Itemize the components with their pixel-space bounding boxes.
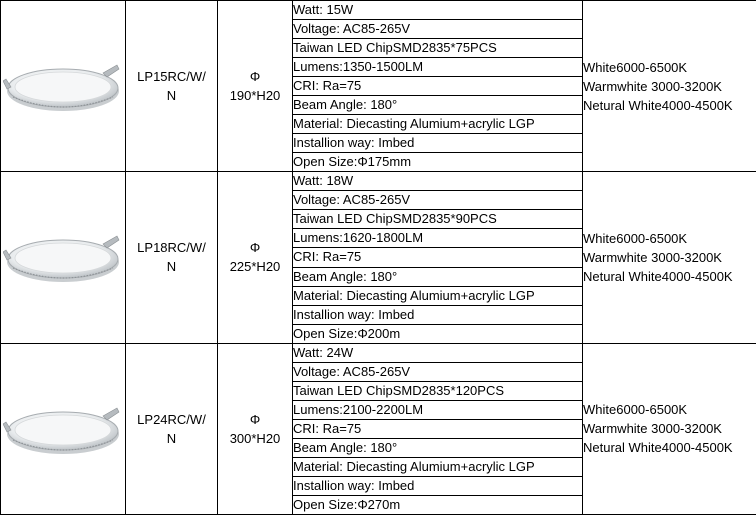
spec-item: Taiwan LED ChipSMD2835*90PCS (293, 210, 583, 229)
color-temperature-option: Warmwhite 3000-3200K (583, 249, 722, 265)
spec-item: Taiwan LED ChipSMD2835*75PCS (293, 39, 583, 58)
color-temperature-option: Warmwhite 3000-3200K (583, 78, 722, 94)
spec-item: Installion way: Imbed (293, 134, 583, 153)
dimension-text: Φ (249, 411, 261, 427)
product-image-cell (1, 1, 126, 172)
led-panel-light-icon (3, 51, 123, 121)
dimension-text: Φ (249, 69, 261, 84)
model-number-text: LP18RC/W/ (137, 240, 206, 256)
dimension-text: 190*H20 (229, 88, 281, 103)
color-temperature-option: Netural White4000-4500K (583, 268, 733, 284)
spec-item: Taiwan LED ChipSMD2835*120PCS (293, 381, 583, 400)
spec-item: Watt: 24W (293, 343, 583, 362)
color-temperature-option: White6000-6500K (583, 59, 688, 75)
spec-item: Voltage: AC85-265V (293, 191, 583, 210)
model-number-text: LP15RC/W/ (137, 69, 206, 84)
spec-item: Open Size:Φ270m (293, 495, 583, 514)
spec-item: Beam Angle: 180° (293, 96, 583, 115)
spec-item: Material: Diecasting Alumium+acrylic LGP (293, 286, 583, 305)
dimension-cell (218, 1, 293, 172)
model-number-cell (126, 343, 218, 514)
spec-item: Material: Diecasting Alumium+acrylic LGP (293, 115, 583, 134)
spec-item: Material: Diecasting Alumium+acrylic LGP (293, 457, 583, 476)
color-temperature-option: Netural White4000-4500K (583, 97, 733, 113)
spec-item: Voltage: AC85-265V (293, 362, 583, 381)
spec-item: CRI: Ra=75 (293, 248, 583, 267)
spec-item: Lumens:1620-1800LM (293, 229, 583, 248)
dimension-text: 300*H20 (229, 430, 281, 446)
led-panel-light-icon (3, 394, 123, 464)
spec-item: Watt: 15W (293, 1, 583, 20)
spec-item: CRI: Ra=75 (293, 77, 583, 96)
spec-table-body (1, 1, 756, 515)
spec-item: Lumens:2100-2200LM (293, 400, 583, 419)
dimension-cell (218, 343, 293, 514)
led-panel-light-icon (3, 222, 123, 292)
spec-item: Voltage: AC85-265V (293, 20, 583, 39)
spec-item: Watt: 18W (293, 172, 583, 191)
table-row (1, 172, 756, 191)
color-temperature-option: Warmwhite 3000-3200K (583, 421, 722, 437)
product-image-cell (1, 172, 126, 344)
color-temperature-cell (583, 1, 756, 172)
spec-item: Beam Angle: 180° (293, 267, 583, 286)
model-number-text: N (166, 430, 177, 446)
spec-item: Beam Angle: 180° (293, 438, 583, 457)
spec-item: Installion way: Imbed (293, 476, 583, 495)
dimension-cell (218, 172, 293, 344)
spec-item: Open Size:Φ175mm (293, 153, 583, 172)
spec-item: Open Size:Φ200m (293, 324, 583, 343)
color-temperature-option: White6000-6500K (583, 402, 688, 418)
dimension-text: Φ (249, 240, 261, 256)
spec-item: Lumens:1350-1500LM (293, 58, 583, 77)
color-temperature-cell (583, 343, 756, 514)
model-number-cell (126, 172, 218, 344)
color-temperature-option: Netural White4000-4500K (583, 440, 733, 456)
product-image-cell (1, 343, 126, 514)
color-temperature-cell (583, 172, 756, 344)
model-number-cell (126, 1, 218, 172)
model-number-text: N (166, 88, 177, 103)
model-number-text: N (166, 259, 177, 275)
spec-item: CRI: Ra=75 (293, 419, 583, 438)
color-temperature-option: White6000-6500K (583, 230, 688, 246)
model-number-text: LP24RC/W/ (137, 411, 206, 427)
dimension-text: 225*H20 (229, 259, 281, 275)
table-row (1, 1, 756, 20)
table-row (1, 343, 756, 362)
spec-item: Installion way: Imbed (293, 305, 583, 324)
